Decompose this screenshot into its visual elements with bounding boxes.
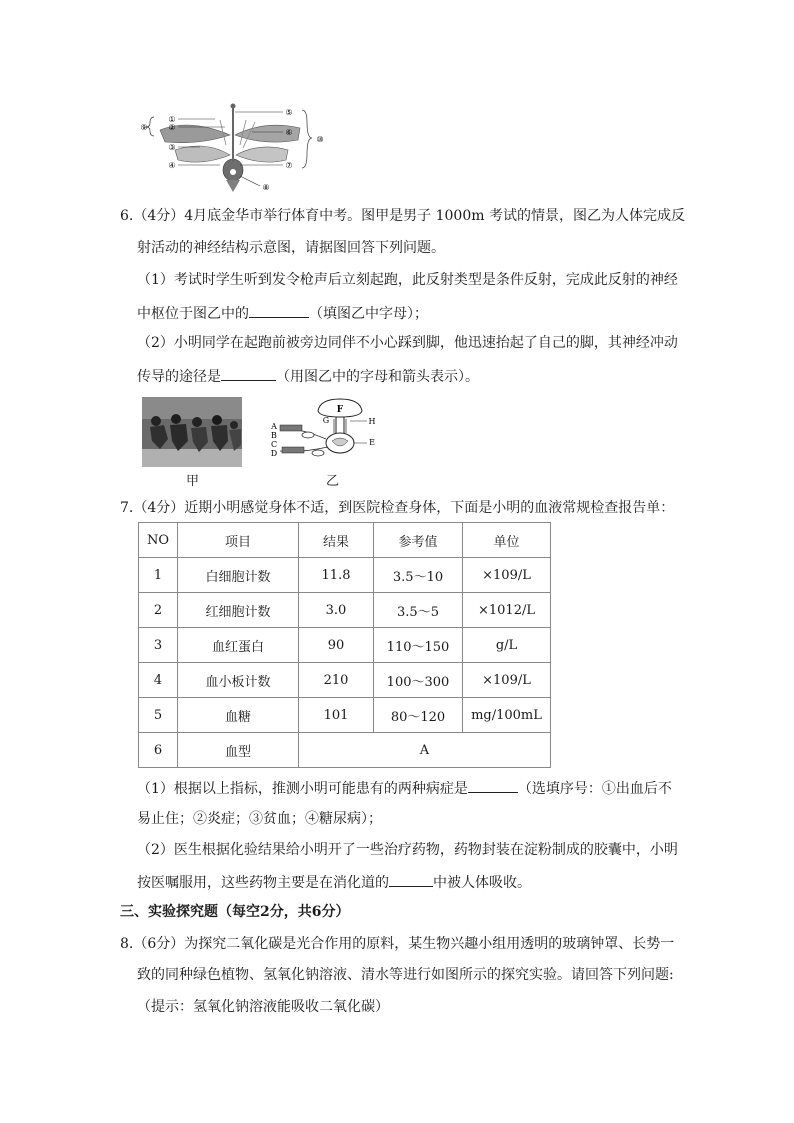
q6-answer-blank-1[interactable]: [249, 302, 309, 318]
reflex-label-e: E: [369, 438, 375, 447]
flower-label-10: ⑩: [316, 135, 324, 144]
figure-yi-caption: 乙: [326, 474, 340, 489]
q8-line3: （提示：氢氧化钠溶液能吸收二氧化碳）: [137, 999, 389, 1015]
table-cell: mg/100mL: [463, 698, 551, 733]
reflex-label-a: A: [271, 422, 277, 431]
reflex-arc-diagram: [268, 397, 383, 465]
table-cell: 100～300: [374, 663, 463, 698]
table-cell: 80～120: [374, 698, 463, 733]
flower-label-6: ⑥: [285, 128, 293, 137]
header-unit: 单位: [463, 523, 551, 558]
reflex-label-f: F: [336, 405, 344, 415]
flower-label-5: ⑤: [285, 108, 293, 117]
table-cell: ×1012/L: [463, 593, 551, 628]
reflex-label-g: G: [322, 416, 330, 425]
section-3-title: 三、实验探究题（每空2分，共6分）: [120, 904, 350, 920]
flower-diagram: [140, 100, 330, 195]
table-row: [139, 628, 551, 663]
q6-answer-blank-2[interactable]: [221, 365, 276, 381]
table-cell: 血型: [178, 733, 299, 768]
table-row: [139, 558, 551, 593]
table-cell: 5: [139, 698, 178, 733]
blood-test-table: [138, 522, 551, 768]
flower-label-7: ⑦: [285, 161, 293, 170]
table-cell-merged: A: [299, 733, 551, 768]
table-cell: 4: [139, 663, 178, 698]
q7-stem: 7.（4分）近期小明感觉身体不适，到医院检查身体，下面是小明的血液常规检查报告单：: [120, 500, 675, 516]
q7-part2-text-a: 按医嘱服用，这些药物主要是在消化道的: [137, 875, 389, 891]
flower-label-2: ②: [168, 123, 176, 132]
table-cell: ×109/L: [463, 558, 551, 593]
table-cell: g/L: [463, 628, 551, 663]
q7-answer-blank-2[interactable]: [389, 871, 433, 887]
reflex-label-b: B: [271, 431, 277, 440]
table-cell: 101: [299, 698, 374, 733]
table-cell: 白细胞计数: [178, 558, 299, 593]
q6-stem-line1: 6.（4分）4月底金华市举行体育中考。图甲是男子 1000m 考试的情景，图乙为人体完成反: [120, 208, 685, 224]
table-cell: 3.5～10: [374, 558, 463, 593]
table-cell: 血糖: [178, 698, 299, 733]
table-row: [139, 593, 551, 628]
table-cell: 血红蛋白: [178, 628, 299, 663]
table-cell: 红细胞计数: [178, 593, 299, 628]
flower-label-4: ④: [168, 161, 176, 170]
q6-part2-text-b: （用图乙中的字母和箭头表示）。: [276, 369, 479, 385]
table-cell: ×109/L: [463, 663, 551, 698]
q6-part2-text-a: 传导的途径是: [137, 369, 221, 385]
q7-part2-text-b: 中被人体吸收。: [433, 875, 531, 891]
flower-label-8: ⑧: [262, 183, 270, 192]
q7-part1-line1: [137, 777, 672, 799]
q6-part1-line2: [137, 302, 428, 324]
reflex-label-c: C: [270, 440, 278, 449]
table-cell: 210: [299, 663, 374, 698]
flower-label-1: ①: [168, 115, 176, 124]
q8-line1: 8.（6分）为探究二氧化碳是光合作用的原料，某生物兴趣小组用透明的玻璃钟罩、长势一: [120, 936, 675, 952]
q6-part2-line2: [137, 365, 479, 387]
q7-part1-line2: 易止住；②炎症；③贫血；④糖尿病）；: [137, 811, 382, 827]
table-row: [139, 663, 551, 698]
q7-part2-line2: [137, 871, 531, 893]
table-cell: 110～150: [374, 628, 463, 663]
runners-photo: [142, 397, 242, 467]
table-cell: 2: [139, 593, 178, 628]
table-row: [139, 698, 551, 733]
table-header-row: [139, 523, 551, 558]
table-cell: 11.8: [299, 558, 374, 593]
q6-stem-line2: 射活动的神经结构示意图，请据图回答下列问题。: [137, 240, 445, 256]
header-item: 项目: [178, 523, 299, 558]
q7-part1-text-a: （1）根据以上指标，推测小明可能患有的两种病症是: [137, 781, 468, 797]
flower-label-9: ⑨: [140, 123, 148, 132]
header-no: NO: [139, 523, 178, 558]
figure-jia-caption: 甲: [186, 474, 200, 489]
table-cell: 90: [299, 628, 374, 663]
table-cell: 3.0: [299, 593, 374, 628]
q6-part2-line1: （2）小明同学在起跑前被旁边同伴不小心踩到脚，他迅速抬起了自己的脚，其神经冲动: [137, 335, 678, 351]
q7-part2-line1: （2）医生根据化验结果给小明开了一些治疗药物，药物封装在淀粉制成的胶囊中，小明: [137, 842, 678, 858]
table-row-blood-type: [139, 733, 551, 768]
q7-answer-blank-1[interactable]: [468, 777, 518, 793]
q6-part1-text-a: 中枢位于图乙中的: [137, 306, 249, 322]
q6-part1-text-b: （填图乙中字母）；: [309, 306, 428, 322]
header-reference: 参考值: [374, 523, 463, 558]
q8-line2: 致的同种绿色植物、氢氧化钠溶液、清水等进行如图所示的探究实验。请回答下列问题:: [137, 967, 674, 983]
q6-part1-line1: （1）考试时学生听到发令枪声后立刻起跑，此反射类型是条件反射，完成此反射的神经: [137, 272, 678, 288]
table-cell: 1: [139, 558, 178, 593]
table-cell: 3.5～5: [374, 593, 463, 628]
table-cell: 血小板计数: [178, 663, 299, 698]
table-cell: 3: [139, 628, 178, 663]
reflex-label-h: H: [368, 417, 376, 426]
table-cell: 6: [139, 733, 178, 768]
header-result: 结果: [299, 523, 374, 558]
reflex-label-d: D: [270, 449, 278, 458]
q7-part1-text-b: （选填序号：①出血后不: [517, 781, 672, 797]
flower-label-3: ③: [168, 143, 176, 152]
